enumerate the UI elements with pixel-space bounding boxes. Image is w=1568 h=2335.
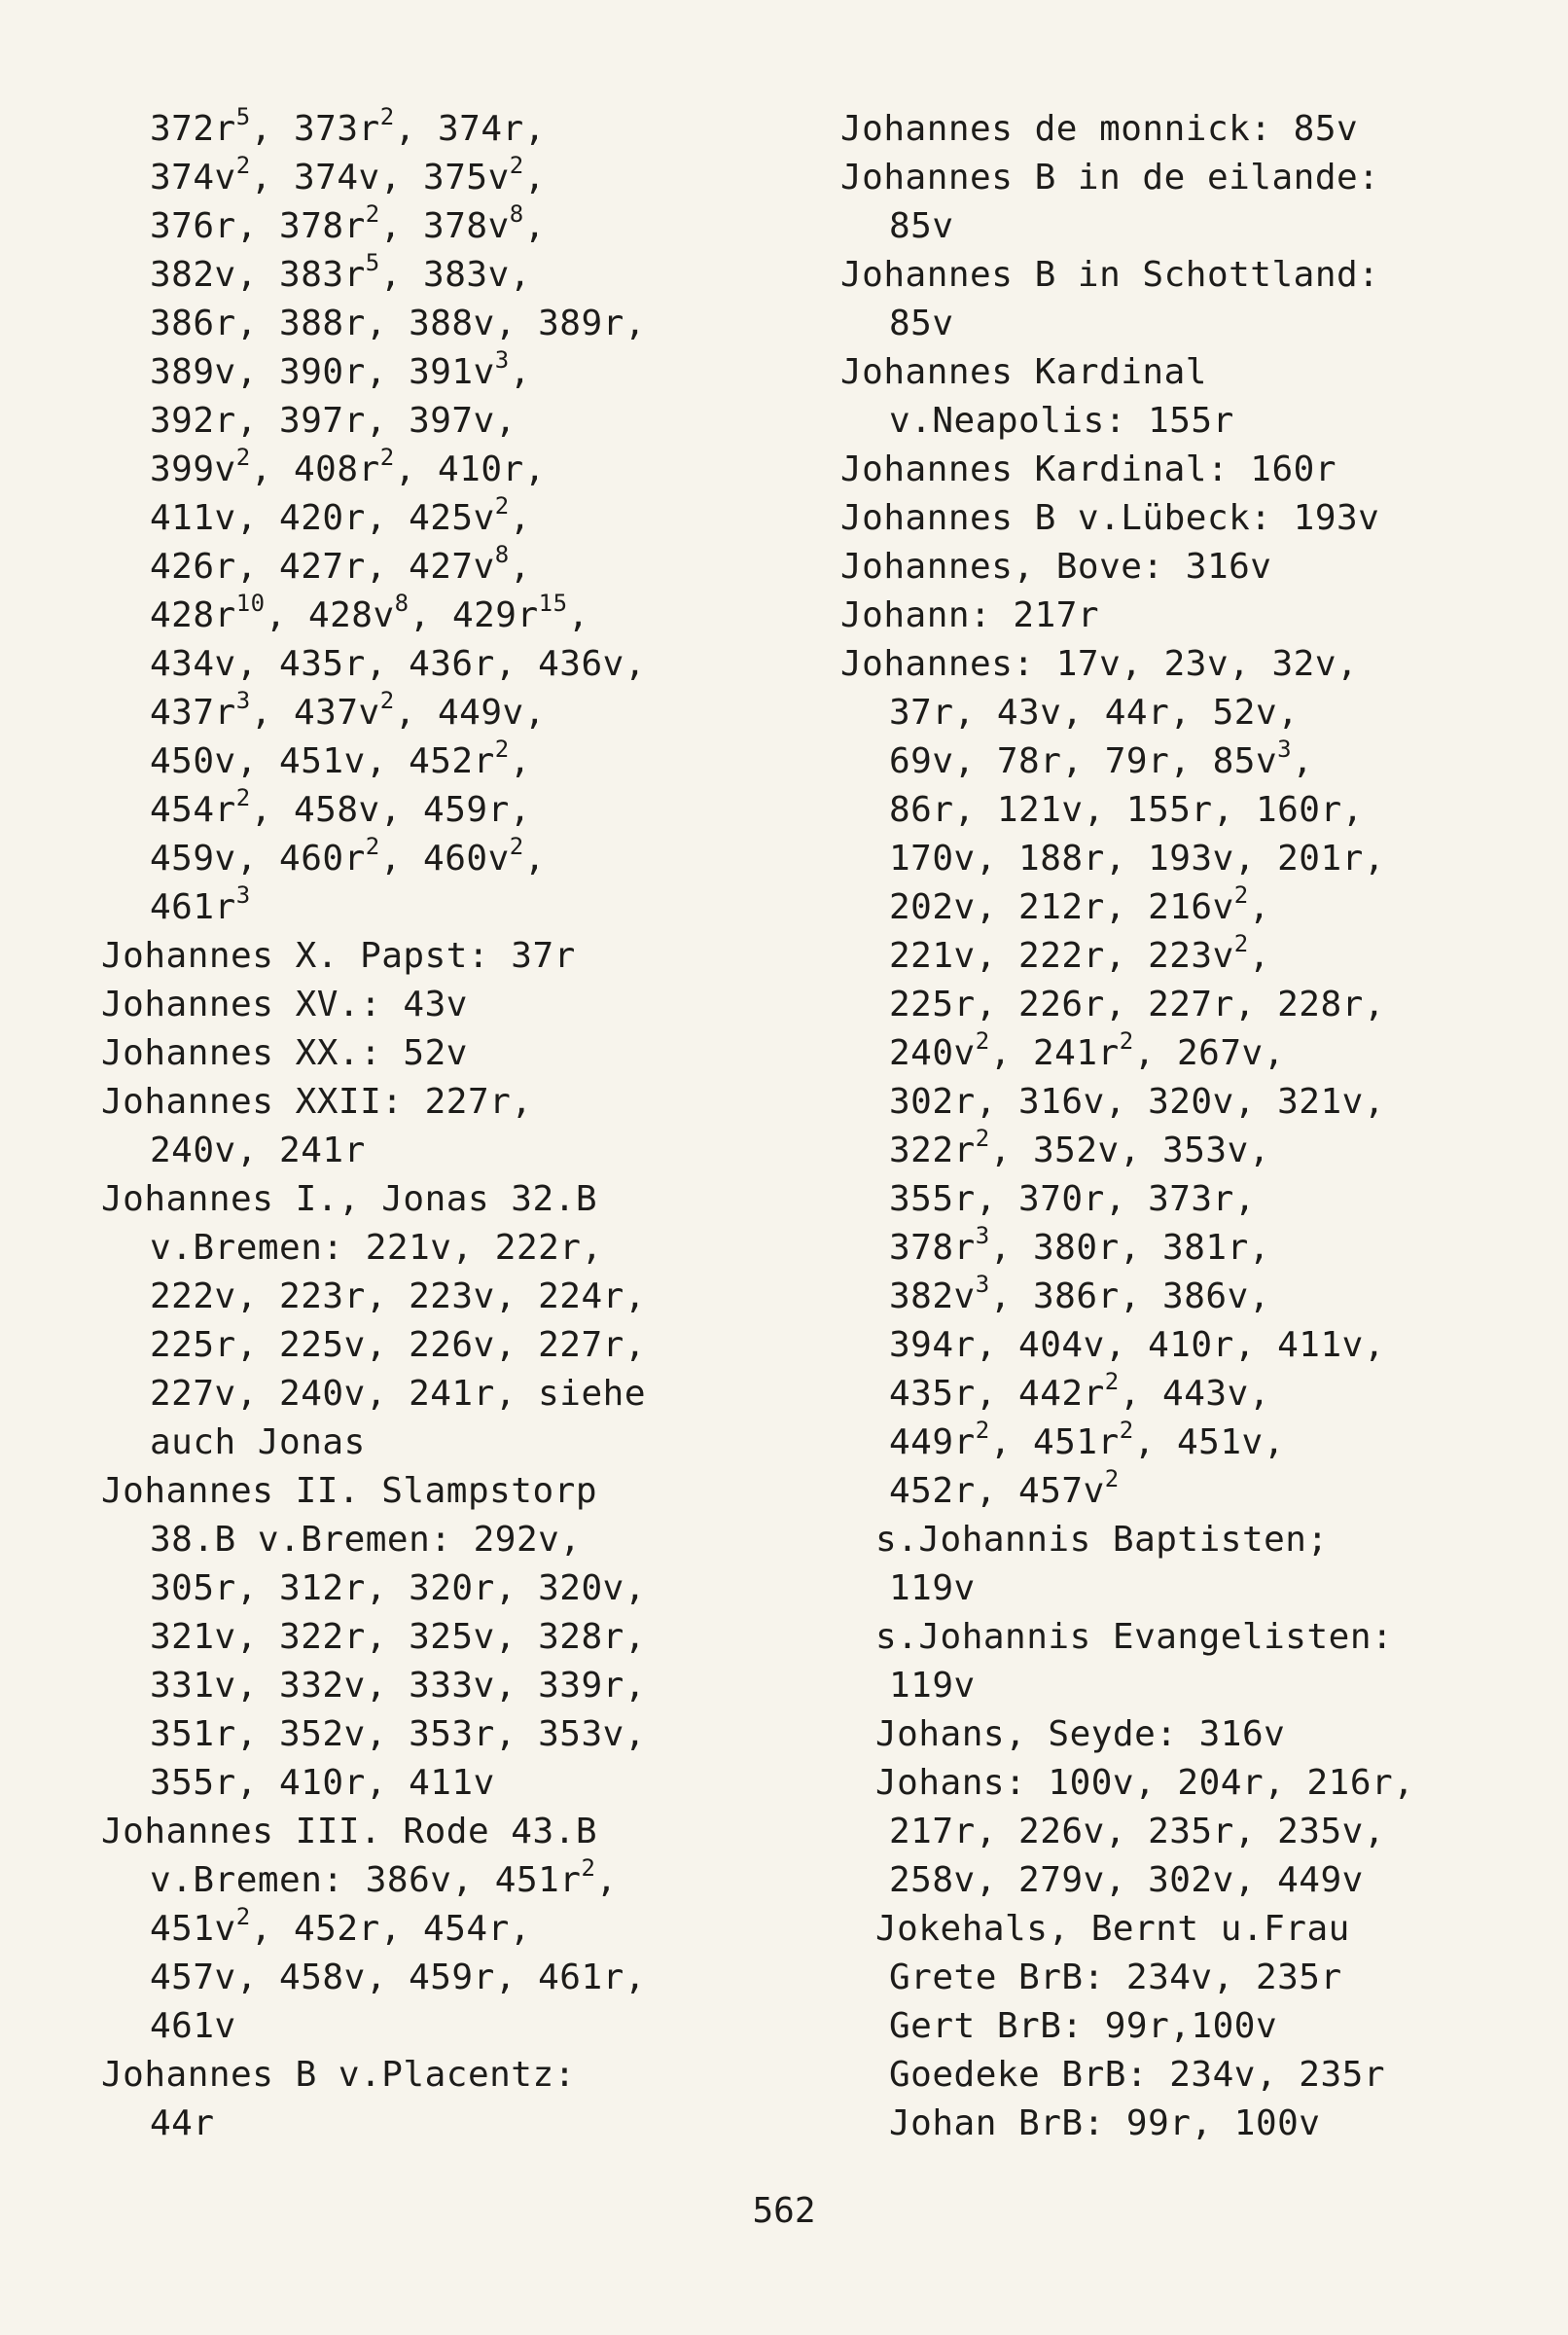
index-entry-line <box>840 1856 1502 1905</box>
index-entry-line <box>840 397 1502 446</box>
superscript-count: 15 <box>538 590 568 617</box>
index-entry-line <box>101 1029 743 1078</box>
superscript-count: 3 <box>1277 736 1293 763</box>
entry-text: , <box>1248 936 1270 976</box>
index-entry-line <box>101 2002 743 2051</box>
index-entry-line <box>840 786 1502 835</box>
superscript-count: 2 <box>509 152 524 179</box>
entry-text: Johannes I., Jonas 32.B <box>101 1179 597 1219</box>
superscript-count: 2 <box>379 103 395 130</box>
superscript-count: 2 <box>235 152 251 179</box>
entry-text: , 451v, <box>1133 1422 1285 1462</box>
index-entry-line <box>101 689 743 737</box>
entry-text: s.Johannis Baptisten; <box>875 1520 1329 1560</box>
entry-text: Goedeke BrB: 234v, 235r <box>889 2055 1385 2095</box>
index-entry-line <box>840 1224 1502 1273</box>
entry-text: 119v <box>889 1568 976 1608</box>
entry-text: , <box>1248 887 1270 927</box>
entry-text: , 458v, 459r, <box>250 790 531 830</box>
index-entry-line <box>840 348 1502 397</box>
superscript-count: 3 <box>235 687 251 714</box>
entry-text: Johannes: 17v, 23v, 32v, <box>840 644 1359 684</box>
index-entry-line <box>101 1759 743 1808</box>
index-entry-line <box>101 494 743 543</box>
entry-text: Johannes B in de eilande: <box>840 158 1380 198</box>
entry-text: , 408r <box>250 449 380 489</box>
entry-text: 86r, 121v, 155r, 160r, <box>889 790 1364 830</box>
entry-text: Gert BrB: 99r,100v <box>889 2006 1278 2046</box>
entry-text: , <box>523 158 546 198</box>
index-entry-line <box>101 835 743 883</box>
entry-text: , 451r <box>989 1422 1120 1462</box>
index-entry-line <box>101 1321 743 1370</box>
index-entry-line <box>840 932 1502 981</box>
index-column-left <box>101 105 743 2148</box>
index-entry-line <box>101 1856 743 1905</box>
index-entry-line <box>840 1273 1502 1321</box>
index-entry-line <box>101 981 743 1029</box>
entry-text: 461r <box>150 887 236 927</box>
entry-text: Johannes B in Schottland: <box>840 255 1380 295</box>
entry-text: 240v, 241r <box>150 1131 366 1170</box>
entry-text: Johans: 100v, 204r, 216r, <box>875 1763 1415 1803</box>
entry-text: Jokehals, Bernt u.Frau <box>875 1909 1350 1949</box>
index-entry-line <box>840 1808 1502 1856</box>
entry-text: 322r <box>889 1131 976 1170</box>
entry-text: auch Jonas <box>150 1422 366 1462</box>
entry-text: , 410r, <box>394 449 546 489</box>
index-entry-line <box>101 1905 743 1954</box>
superscript-count: 5 <box>365 249 380 276</box>
index-entry-line <box>101 397 743 446</box>
index-entry-line <box>101 2100 743 2148</box>
index-entry-line <box>840 883 1502 932</box>
index-entry-line <box>840 2051 1502 2100</box>
superscript-count: 2 <box>509 833 524 860</box>
entry-text: , 352v, 353v, <box>989 1131 1270 1170</box>
entry-text: 392r, 397r, 397v, <box>150 401 517 441</box>
index-entry-line <box>840 981 1502 1029</box>
entry-text: 69v, 78r, 79r, 85v <box>889 741 1278 781</box>
entry-text: 85v <box>889 206 954 246</box>
entry-text: 202v, 212r, 216v <box>889 887 1234 927</box>
superscript-count: 10 <box>235 590 266 617</box>
entry-text: Johannes de monnick: 85v <box>840 109 1359 149</box>
index-entry-line <box>101 105 743 154</box>
superscript-count: 2 <box>581 1854 596 1882</box>
superscript-count: 2 <box>975 1125 990 1152</box>
index-entry-line <box>101 1467 743 1516</box>
entry-text: 321v, 322r, 325v, 328r, <box>150 1617 646 1657</box>
entry-text: Grete BrB: 234v, 235r <box>889 1958 1342 1997</box>
index-entry-line <box>840 1516 1502 1564</box>
entry-text: 378r <box>889 1228 976 1268</box>
entry-text: , 383v, <box>379 255 531 295</box>
superscript-count: 5 <box>235 103 251 130</box>
index-entry-line <box>840 1564 1502 1613</box>
entry-text: , <box>595 1860 618 1900</box>
entry-text: 394r, 404v, 410r, 411v, <box>889 1325 1385 1365</box>
index-entry-line <box>101 1808 743 1856</box>
index-entry-line <box>101 348 743 397</box>
superscript-count: 8 <box>494 541 510 568</box>
entry-text: 351r, 352v, 353r, 353v, <box>150 1714 646 1754</box>
entry-text: , <box>509 547 531 587</box>
entry-text: 222v, 223r, 223v, 224r, <box>150 1276 646 1316</box>
entry-text: , <box>509 741 531 781</box>
entry-text: v.Neapolis: 155r <box>889 401 1234 441</box>
index-entry-line <box>840 300 1502 348</box>
entry-text: 459v, 460r <box>150 839 366 879</box>
entry-text: Johannes, Bove: 316v <box>840 547 1272 587</box>
index-entry-line <box>101 1370 743 1419</box>
entry-text: 44r <box>150 2103 215 2143</box>
entry-text: 428r <box>150 595 236 635</box>
superscript-count: 2 <box>1233 930 1249 957</box>
index-entry-line <box>101 1127 743 1175</box>
entry-text: , 386r, 386v, <box>989 1276 1270 1316</box>
entry-text: 454r <box>150 790 236 830</box>
superscript-count: 2 <box>235 444 251 471</box>
entry-text: 355r, 370r, 373r, <box>889 1179 1256 1219</box>
superscript-count: 2 <box>494 736 510 763</box>
entry-text: Johannes XXII: 227r, <box>101 1082 533 1122</box>
entry-text: , <box>1292 741 1314 781</box>
entry-text: , <box>523 206 546 246</box>
entry-text: , 429r <box>409 595 539 635</box>
entry-text: 411v, 420r, 425v <box>150 498 495 538</box>
entry-text: 386r, 388r, 388v, 389r, <box>150 304 646 343</box>
index-entry-line <box>101 154 743 202</box>
index-entry-line <box>840 737 1502 786</box>
index-entry-line <box>840 202 1502 251</box>
index-entry-line <box>840 1613 1502 1662</box>
superscript-count: 3 <box>975 1271 990 1298</box>
index-entry-line <box>101 2051 743 2100</box>
entry-text: , 437v <box>250 693 380 733</box>
entry-text: , <box>509 498 531 538</box>
superscript-count: 2 <box>235 784 251 811</box>
entry-text: 221v, 222r, 223v <box>889 936 1234 976</box>
index-entry-line <box>101 1516 743 1564</box>
index-entry-line <box>840 1662 1502 1710</box>
index-entry-line <box>840 154 1502 202</box>
entry-text: 435r, 442r <box>889 1374 1105 1414</box>
entry-text: 376r, 378r <box>150 206 366 246</box>
entry-text: 434v, 435r, 436r, 436v, <box>150 644 646 684</box>
superscript-count: 2 <box>494 492 510 520</box>
index-entry-line <box>101 1954 743 2002</box>
index-entry-line <box>101 1078 743 1127</box>
index-entry-line <box>101 1613 743 1662</box>
index-entry-line <box>840 640 1502 689</box>
entry-text: 119v <box>889 1666 976 1706</box>
index-entry-line <box>101 1710 743 1759</box>
entry-text: 217r, 226v, 235r, 235v, <box>889 1812 1385 1851</box>
superscript-count: 2 <box>1119 1417 1134 1444</box>
entry-text: Johannes XX.: 52v <box>101 1033 468 1073</box>
entry-text: , <box>523 839 546 879</box>
entry-text: 85v <box>889 304 954 343</box>
entry-text: 258v, 279v, 302v, 449v <box>889 1860 1364 1900</box>
index-entry-line <box>840 2100 1502 2148</box>
superscript-count: 2 <box>365 833 380 860</box>
entry-text: , 380r, 381r, <box>989 1228 1270 1268</box>
superscript-count: 3 <box>494 346 510 374</box>
entry-text: Johans, Seyde: 316v <box>875 1714 1286 1754</box>
index-entry-line <box>101 932 743 981</box>
index-column-right <box>840 105 1502 2148</box>
superscript-count: 8 <box>509 200 524 228</box>
entry-text: s.Johannis Evangelisten: <box>875 1617 1394 1657</box>
index-entry-line <box>840 592 1502 640</box>
entry-text: 227v, 240v, 241r, siehe <box>150 1374 646 1414</box>
entry-text: 437r <box>150 693 236 733</box>
superscript-count: 8 <box>394 590 410 617</box>
index-entry-line <box>101 1224 743 1273</box>
entry-text: , <box>567 595 589 635</box>
entry-text: , 460v <box>379 839 510 879</box>
index-entry-line <box>840 835 1502 883</box>
entry-text: , 374r, <box>394 109 546 149</box>
index-entry-line <box>101 1419 743 1467</box>
entry-text: 426r, 427r, 427v <box>150 547 495 587</box>
entry-text: Johannes III. Rode 43.B <box>101 1812 597 1851</box>
superscript-count: 2 <box>975 1417 990 1444</box>
index-entry-line <box>840 105 1502 154</box>
superscript-count: 3 <box>235 881 251 909</box>
entry-text: Johannes II. Slampstorp <box>101 1471 597 1511</box>
index-entry-line <box>101 543 743 592</box>
index-entry-line <box>101 1175 743 1224</box>
superscript-count: 2 <box>365 200 380 228</box>
entry-text: 374v <box>150 158 236 198</box>
entry-text: , 428v <box>265 595 395 635</box>
index-entry-line <box>101 446 743 494</box>
index-entry-line <box>101 202 743 251</box>
entry-text: 382v, 383r <box>150 255 366 295</box>
index-entry-line <box>101 1662 743 1710</box>
index-entry-line <box>101 592 743 640</box>
entry-text: 38.B v.Bremen: 292v, <box>150 1520 582 1560</box>
index-entry-line <box>101 1273 743 1321</box>
entry-text: 382v <box>889 1276 976 1316</box>
index-entry-line <box>840 2002 1502 2051</box>
superscript-count: 2 <box>379 444 395 471</box>
entry-text: , 241r <box>989 1033 1120 1073</box>
entry-text: Johannes Kardinal <box>840 352 1207 392</box>
index-entry-line <box>101 251 743 300</box>
entry-text: 170v, 188r, 193v, 201r, <box>889 839 1385 879</box>
index-entry-line <box>840 1175 1502 1224</box>
entry-text: Johan BrB: 99r, 100v <box>889 2103 1321 2143</box>
entry-text: 389v, 390r, 391v <box>150 352 495 392</box>
entry-text: 225r, 226r, 227r, 228r, <box>889 985 1385 1024</box>
entry-text: 461v <box>150 2006 236 2046</box>
entry-text: v.Bremen: 221v, 222r, <box>150 1228 603 1268</box>
index-entry-line <box>101 737 743 786</box>
index-entry-line <box>840 1078 1502 1127</box>
index-entry-line <box>840 1467 1502 1516</box>
entry-text: , 443v, <box>1119 1374 1270 1414</box>
index-entry-line <box>840 1370 1502 1419</box>
index-entry-line <box>840 1029 1502 1078</box>
index-entry-line <box>840 1710 1502 1759</box>
entry-text: Johannes XV.: 43v <box>101 985 468 1024</box>
entry-text: 457v, 458v, 459r, 461r, <box>150 1958 646 1997</box>
index-entry-line <box>840 494 1502 543</box>
entry-text: Johannes Kardinal: 160r <box>840 449 1336 489</box>
index-entry-line <box>101 300 743 348</box>
entry-text: 449r <box>889 1422 976 1462</box>
superscript-count: 2 <box>975 1027 990 1055</box>
entry-text: , <box>509 352 531 392</box>
index-entry-line <box>840 543 1502 592</box>
entry-text: 399v <box>150 449 236 489</box>
entry-text: Johannes B v.Placentz: <box>101 2055 576 2095</box>
entry-text: 305r, 312r, 320r, 320v, <box>150 1568 646 1608</box>
index-entry-line <box>101 1564 743 1613</box>
entry-text: , 373r <box>250 109 380 149</box>
index-entry-line <box>840 1127 1502 1175</box>
entry-text: 240v <box>889 1033 976 1073</box>
index-entry-line <box>840 1419 1502 1467</box>
entry-text: 225r, 225v, 226v, 227r, <box>150 1325 646 1365</box>
index-entry-line <box>101 786 743 835</box>
entry-text: , 378v <box>379 206 510 246</box>
superscript-count: 2 <box>1104 1465 1120 1492</box>
entry-text: , 452r, 454r, <box>250 1909 531 1949</box>
index-entry-line <box>101 883 743 932</box>
index-entry-line <box>840 1759 1502 1808</box>
index-entry-line <box>840 1954 1502 2002</box>
entry-text: 355r, 410r, 411v <box>150 1763 495 1803</box>
entry-text: , 267v, <box>1133 1033 1285 1073</box>
entry-text: v.Bremen: 386v, 451r <box>150 1860 582 1900</box>
index-entry-line <box>840 689 1502 737</box>
entry-text: 37r, 43v, 44r, 52v, <box>889 693 1300 733</box>
superscript-count: 2 <box>235 1903 251 1930</box>
entry-text: 451v <box>150 1909 236 1949</box>
index-entry-line <box>840 1905 1502 1954</box>
entry-text: 331v, 332v, 333v, 339r, <box>150 1666 646 1706</box>
entry-text: 450v, 451v, 452r <box>150 741 495 781</box>
entry-text: Johannes X. Papst: 37r <box>101 936 576 976</box>
superscript-count: 3 <box>975 1222 990 1249</box>
superscript-count: 2 <box>1233 881 1249 909</box>
entry-text: Johann: 217r <box>840 595 1100 635</box>
index-entry-line <box>840 251 1502 300</box>
entry-text: 452r, 457v <box>889 1471 1105 1511</box>
entry-text: 372r <box>150 109 236 149</box>
superscript-count: 2 <box>379 687 395 714</box>
entry-text: , 374v, 375v <box>250 158 510 198</box>
entry-text: 302r, 316v, 320v, 321v, <box>889 1082 1385 1122</box>
index-entry-line <box>101 640 743 689</box>
page-number: 562 <box>752 2191 816 2231</box>
entry-text: , 449v, <box>394 693 546 733</box>
superscript-count: 2 <box>1104 1368 1120 1395</box>
entry-text: Johannes B v.Lübeck: 193v <box>840 498 1380 538</box>
superscript-count: 2 <box>1119 1027 1134 1055</box>
index-entry-line <box>840 446 1502 494</box>
index-entry-line <box>840 1321 1502 1370</box>
